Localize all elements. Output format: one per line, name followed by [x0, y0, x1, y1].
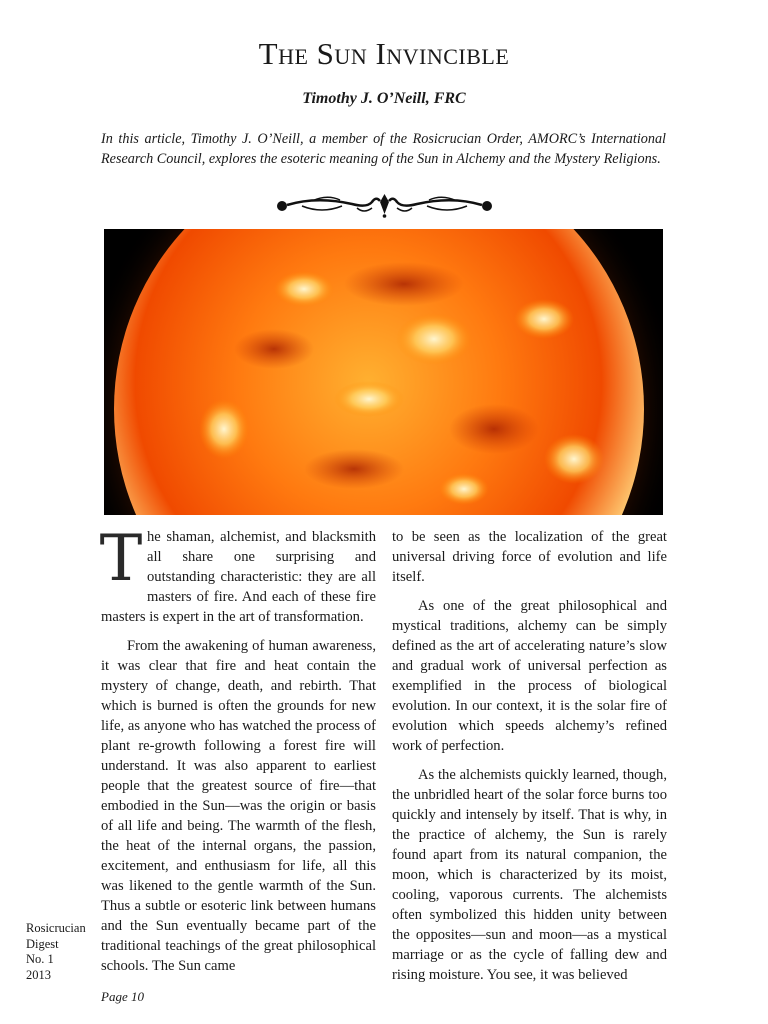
article-title: The Sun Invincible: [258, 36, 510, 71]
issue-year: 2013: [26, 967, 51, 982]
article-intro: In this article, Timothy J. O’Neill, a member of the Rosicrucian Order, AMORC’s International Research Council, explores the esoteric meaning of the Sun in Alchemy and the Mystery Religions.: [101, 131, 666, 167]
publication-info: [26, 921, 96, 983]
body-column-left: [99, 522, 376, 985]
issue-number: No. 1: [26, 952, 54, 966]
paragraph-2: From the awakening of human awareness, it was clear that fire and heat contain the mystery of change, death, and rebirth. That which is burned is often the grounds for new life, as anyone who has watched the process of plant re-growth following a forest fire will understand. It was also apparent to earliest people that the greatest source of fire—that embodied in the Sun—was the origin or basis of all life and being. The warmth of the flesh, the heat of the internal organs, the passion, excitement, and enthusiasm for life, all this was likened to the gentle warmth of the Sun. Thus a subtle or esoteric link between humans and the Sun eventually became part of the traditional teachings of the great philosophical schools. The Sun came: [101, 638, 376, 974]
body-column-right: [392, 527, 667, 994]
paragraph-1: [99, 522, 376, 627]
paragraph-1-text: he shaman, alchemist, and blacksmith all share one surprising and outstanding characteristic: they are all masters of fire. And each of these fire masters is expert in the art of transformation.: [101, 529, 376, 625]
publication-name-line1: Rosicrucian: [26, 921, 86, 935]
paragraph-3: to be seen as the localization of the great universal driving force of evolution and life itself.: [392, 529, 667, 585]
page-number: Page 10: [101, 989, 144, 1004]
article-author: Timothy J. O’Neill, FRC: [302, 90, 466, 107]
decorative-ornament-icon: [272, 192, 497, 218]
paragraph-5: As the alchemists quickly learned, though, the unbridled heart of the solar force burns too quickly and intensely by itself. That is why, in the practice of alchemy, the Sun is rarely found apart from its natural companion, the moon, which is characterized by its moist, cooling, vaporous currents. The alchemists often symbolized this hidden unity between the opposites—sun and moon—as a mystical marriage or as the cycle of falling dew and rising moisture. You see, it was believed: [392, 767, 667, 983]
sun-photograph: [104, 229, 663, 515]
publication-name-line2: Digest: [26, 936, 59, 951]
drop-cap: T: [99, 522, 143, 596]
paragraph-4: As one of the great philosophical and mystical traditions, alchemy can be simply defined as the art of accelerating nature’s slow and gradual work of universal perfection as exemplified in the process of biological evolution. In our context, it is the solar fire of evolution which speeds alchemy’s refined work of perfection.: [392, 598, 667, 754]
